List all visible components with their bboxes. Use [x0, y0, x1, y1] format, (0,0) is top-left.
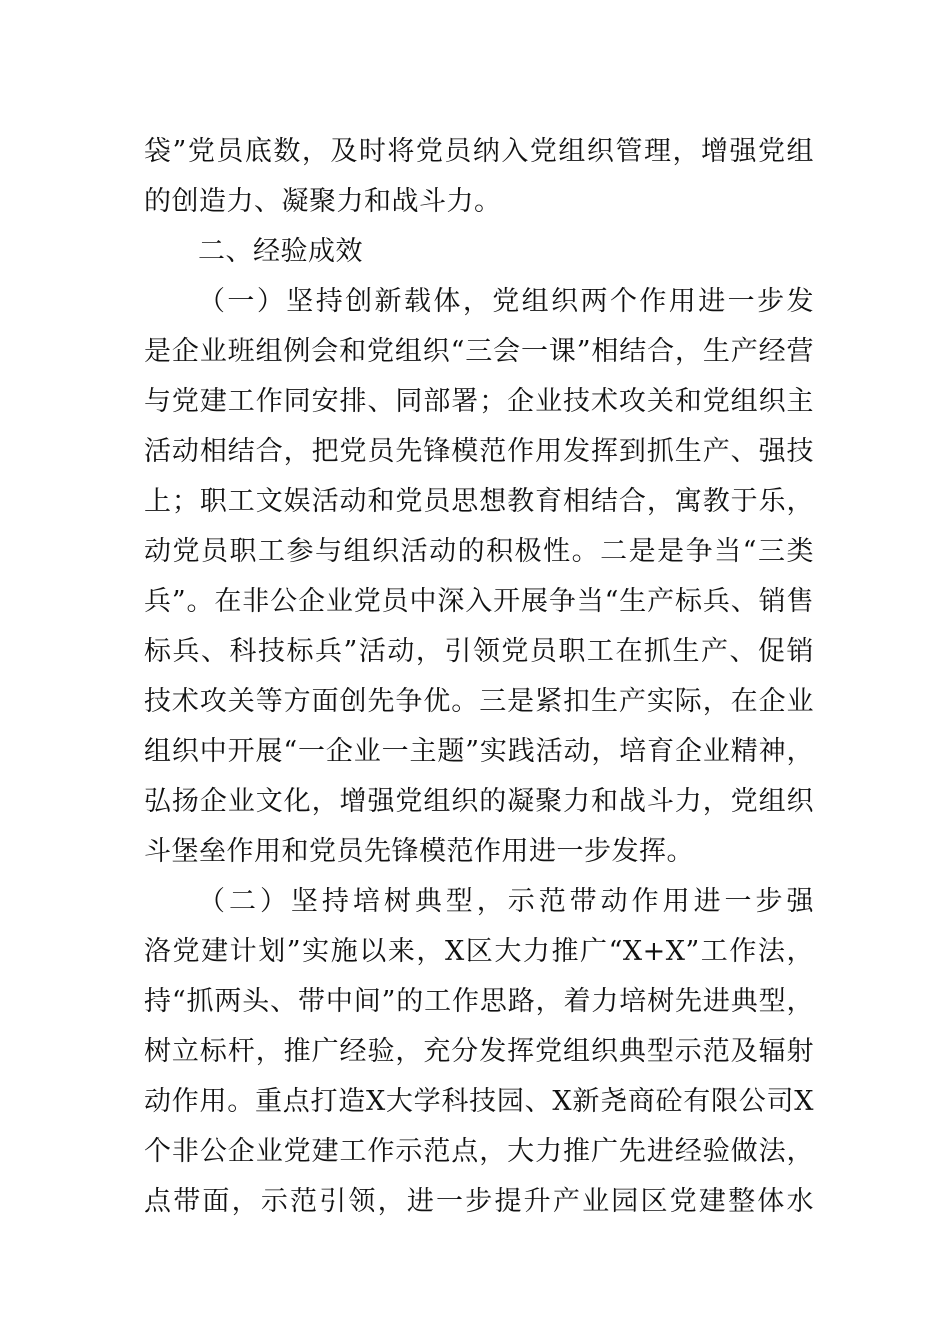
- text-line: 动党员职工参与组织活动的积极性。二是是争当“三类: [144, 536, 814, 567]
- text-line: 袋”党员底数，及时将党员纳入党组织管理，增强党组: [144, 136, 814, 167]
- text-line: 是企业班组例会和党组织“三会一课”相结合，生产经营: [144, 336, 814, 367]
- text-line: 弘扬企业文化，增强党组织的凝聚力和战斗力，党组织: [144, 786, 814, 817]
- text-line: 组织中开展“一企业一主题”实践活动，培育企业精神，: [144, 736, 814, 767]
- text-line: （一）坚持创新载体，党组织两个作用进一步发: [198, 286, 814, 317]
- text-line: 树立标杆，推广经验，充分发挥党组织典型示范及辐射: [144, 1036, 814, 1067]
- text-line: 持“抓两头、带中间”的工作思路，着力培树先进典型，: [144, 986, 814, 1017]
- text-line: 兵”。在非公企业党员中深入开展争当“生产标兵、销售: [144, 586, 814, 617]
- text-line: 点带面，示范引领，进一步提升产业园区党建整体水: [144, 1186, 814, 1217]
- text-line: 动作用。重点打造X大学科技园、X新尧商砼有限公司X: [144, 1086, 814, 1117]
- text-line: （二）坚持培树典型，示范带动作用进一步强: [198, 886, 814, 917]
- text-line: 的创造力、凝聚力和战斗力。: [144, 186, 502, 217]
- text-line: 斗堡垒作用和党员先锋模范作用进一步发挥。: [144, 836, 694, 867]
- text-line: 与党建工作同安排、同部署；企业技术攻关和党组织主: [144, 386, 814, 417]
- text-line: 个非公企业党建工作示范点，大力推广先进经验做法，: [144, 1136, 814, 1167]
- section-heading: 二、经验成效: [198, 236, 363, 267]
- text-line: 标兵、科技标兵”活动，引领党员职工在抓生产、促销: [144, 636, 814, 667]
- text-line: 技术攻关等方面创先争优。三是紧扣生产实际，在企业: [144, 686, 814, 717]
- text-line: 洛党建计划”实施以来，X区大力推广“X+X”工作法，: [144, 936, 814, 967]
- text-line: 活动相结合，把党员先锋模范作用发挥到抓生产、强技: [144, 436, 814, 467]
- text-line: 上；职工文娱活动和党员思想教育相结合，寓教于乐，: [144, 486, 814, 517]
